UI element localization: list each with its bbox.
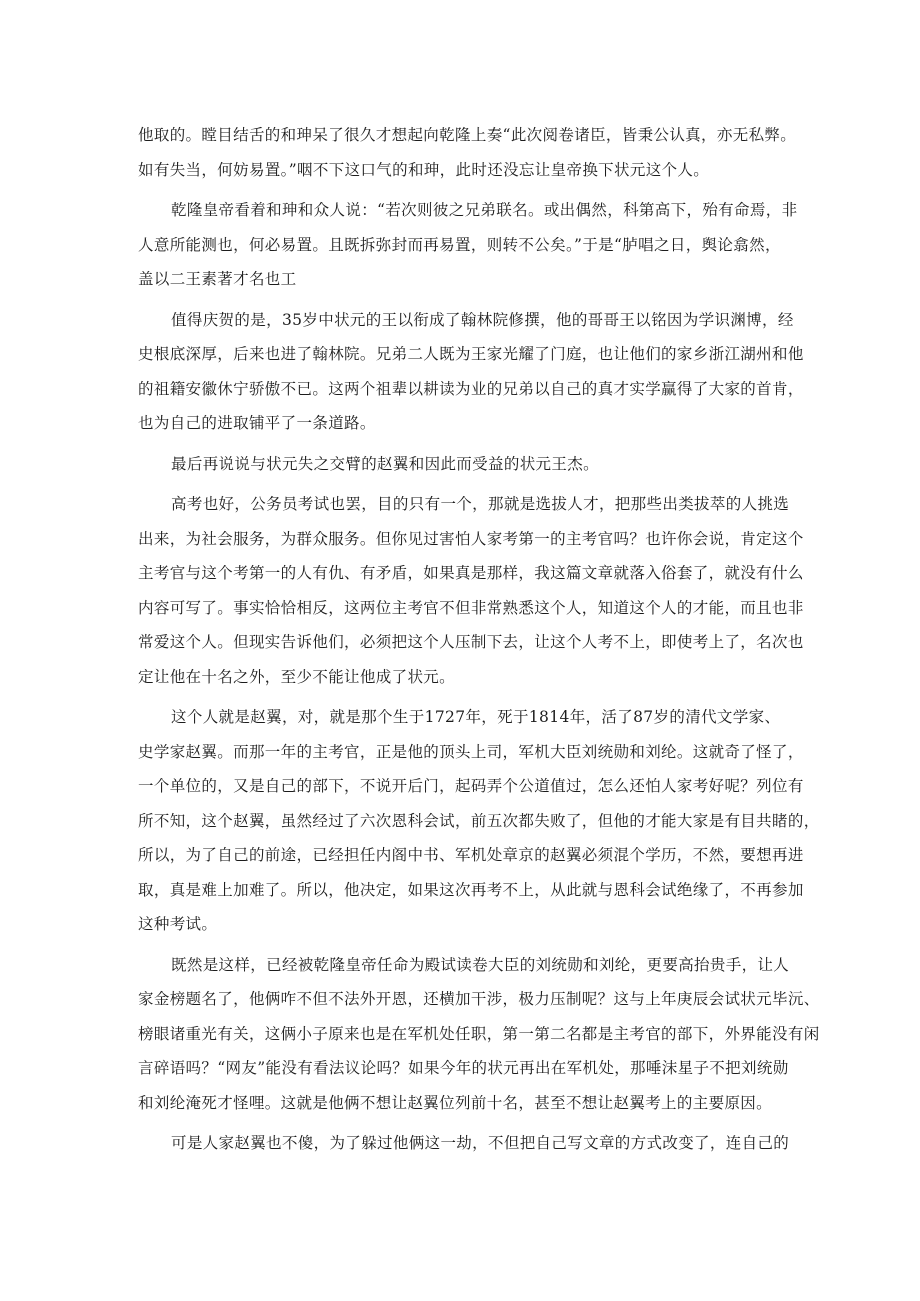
text-line: 如有失当，何妨易置。”咽不下这口气的和珅，此时还没忘让皇帝换下状元这个人。 [138, 160, 710, 179]
text-line: 这个人就是赵翼，对，就是那个生于1727年，死于1814年，活了87岁的清代文学家、 [171, 708, 781, 726]
text-line: 的祖籍安徽休宁骄傲不已。这两个祖辈以耕读为业的兄弟以自己的真才实学赢得了大家的首肯， [138, 379, 804, 398]
text-line: 人意所能测也，何必易置。且既拆弥封而再易置，则转不公矣。”于是“胪唱之日，舆论翕然， [138, 235, 781, 254]
text-line: 高考也好，公务员考试也罢，目的只有一个，那就是选拔人才，把那些出类拔萃的人挑选 [171, 495, 790, 513]
text-line: 他取的。瞠目结舌的和珅呆了很久才想起向乾隆上奏“此次阅卷诸臣，皆秉公认真，亦无私弊。 [138, 126, 797, 144]
paragraph [138, 118, 798, 187]
paragraph [138, 700, 820, 942]
document-body [138, 118, 820, 1161]
text-line: 可是人家赵翼也不傻，为了躲过他俩这一劫，不但把自己写文章的方式改变了，连自己的 [171, 1134, 790, 1152]
paragraph [138, 487, 804, 694]
text-line: 家金榜题名了，他俩咋不但不法外开恩，还横加干涉，极力压制呢？这与上年庚辰会试状元毕沅、 [138, 990, 820, 1008]
paragraph [138, 1126, 798, 1161]
text-line: 这种考试。 [138, 915, 218, 933]
text-line: 出来，为社会服务，为群众服务。但你见过害怕人家考第一的主考官吗？也许你会说，肯定这个 [138, 529, 804, 548]
paragraph [138, 948, 820, 1121]
text-line: 值得庆贺的是，35岁中状元的王以衔成了翰林院修撰，他的哥哥王以铭因为学识渊博，经 [171, 310, 794, 329]
text-line: 既然是这样，已经被乾隆皇帝任命为殿试读卷大臣的刘统勋和刘纶，更要高抬贵手，让人 [171, 955, 790, 974]
paragraph [138, 303, 804, 441]
text-line: 乾隆皇帝看着和珅和众人说：“若次则彼之兄弟联名。或出偶然，科第高下，殆有命焉，非 [171, 201, 798, 219]
text-line: 所以，为了自己的前途，已经担任内阁中书、军机处章京的赵翼必须混个学历，不然，要想再进 [138, 846, 804, 864]
text-line: 所不知，这个赵翼，虽然经过了六次恩科会试，前五次都失败了，但他的才能大家是有目共睹的， [138, 811, 820, 830]
text-line: 言碎语吗？“网友”能没有看法议论吗？如果今年的状元再出在军机处，那唾沫星子不把刘统勋 [138, 1059, 789, 1077]
text-line: 和刘纶淹死才怪哩。这就是他俩不想让赵翼位列前十名，甚至不想让赵翼考上的主要原因。 [138, 1093, 773, 1112]
text-line: 史根底深厚，后来也进了翰林院。兄弟二人既为王家光耀了门庭，也让他们的家乡浙江湖州和他 [138, 345, 804, 363]
text-line: 史学家赵翼。而那一年的主考官，正是他的顶头上司，军机大臣刘统勋和刘纶。这就奇了怪了， [138, 742, 804, 761]
text-line: 盖以二王素著才名也工 [138, 270, 297, 288]
paragraph [138, 447, 798, 482]
text-line: 常爱这个人。但现实告诉他们，必须把这个人压制下去，让这个人考不上，即使考上了，名次也 [138, 633, 804, 651]
text-line: 也为自己的进取铺平了一条道路。 [138, 414, 376, 432]
text-line: 内容可写了。事实恰恰相反，这两位主考官不但非常熟悉这个人，知道这个人的才能，而且也非 [138, 598, 804, 617]
text-line: 一个单位的，又是自己的部下，不说开后门，起码弄个公道值过，怎么还怕人家考好呢？列位有 [138, 777, 804, 795]
text-line: 主考官与这个考第一的人有仇、有矛盾，如果真是那样，我这篇文章就落入俗套了，就没有什么 [138, 564, 804, 582]
paragraph [138, 193, 798, 297]
text-line: 取，真是难上加难了。所以，他决定，如果这次再考不上，从此就与恩科会试绝缘了，不再参加 [138, 880, 804, 899]
text-line: 最后再说说与状元失之交臂的赵翼和因此而受益的状元王杰。 [171, 454, 599, 473]
text-line: 定让他在十名之外，至少不能让他成了状元。 [138, 667, 456, 686]
text-line: 榜眼诸重光有关，这俩小子原来也是在军机处任职，第一第二名都是主考官的部下，外界能没有闲 [138, 1024, 820, 1043]
